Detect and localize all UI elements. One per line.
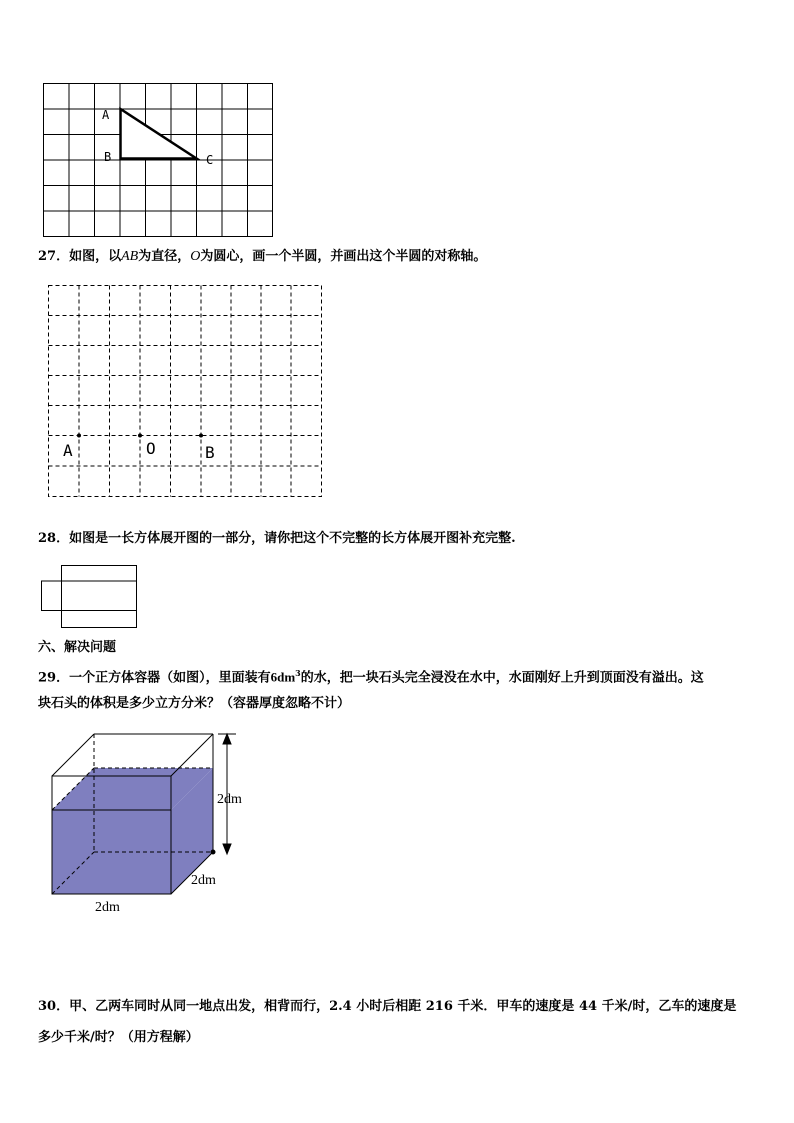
dim-height-label: 2dm (217, 792, 242, 807)
point-b-dot (199, 434, 203, 438)
point-o-dot (138, 434, 142, 438)
q27-dashed-grid (49, 286, 322, 497)
q26-grid (44, 84, 273, 237)
point-o-label: O (146, 439, 156, 458)
q29-line1: 29．一个正方体容器（如图），里面装有$6dm^3$的水，把一块石头完全浸没在水中，水面刚好上升到顶面没有溢出。这 (38, 668, 704, 686)
q29-line2: 块石头的体积是多少立方分米？（容器厚度忽略不计） (38, 696, 351, 711)
q28-net (42, 566, 137, 628)
point-a-dot (77, 434, 81, 438)
point-a-label: A (63, 441, 73, 460)
q28-text: 28．如图是一长方体展开图的一部分，请你把这个不完整的长方体展开图补充完整. (38, 531, 516, 546)
dim-width-label: 2dm (95, 900, 120, 915)
section-title: 六、解决问题 (38, 640, 117, 655)
point-b-label: B (205, 443, 215, 462)
q30-line1: 30．甲、乙两车同时从同一地点出发，相背而行，2.4 小时后相距 216 千米．甲车的速度是 44 千米/时，乙车的速度是 (38, 999, 737, 1014)
dim-depth-label: 2dm (191, 873, 216, 888)
q26-triangle (121, 109, 197, 159)
q27-text: 27．如图，以AB为直径，O为圆心，画一个半圆，并画出这个半圆的对称轴。 (38, 249, 487, 264)
label-a: A (102, 108, 110, 122)
q29-cube (52, 734, 236, 894)
label-b: B (104, 150, 112, 164)
label-c: C (206, 153, 214, 167)
q30-line2: 多少千米/时？（用方程解） (38, 1030, 199, 1045)
